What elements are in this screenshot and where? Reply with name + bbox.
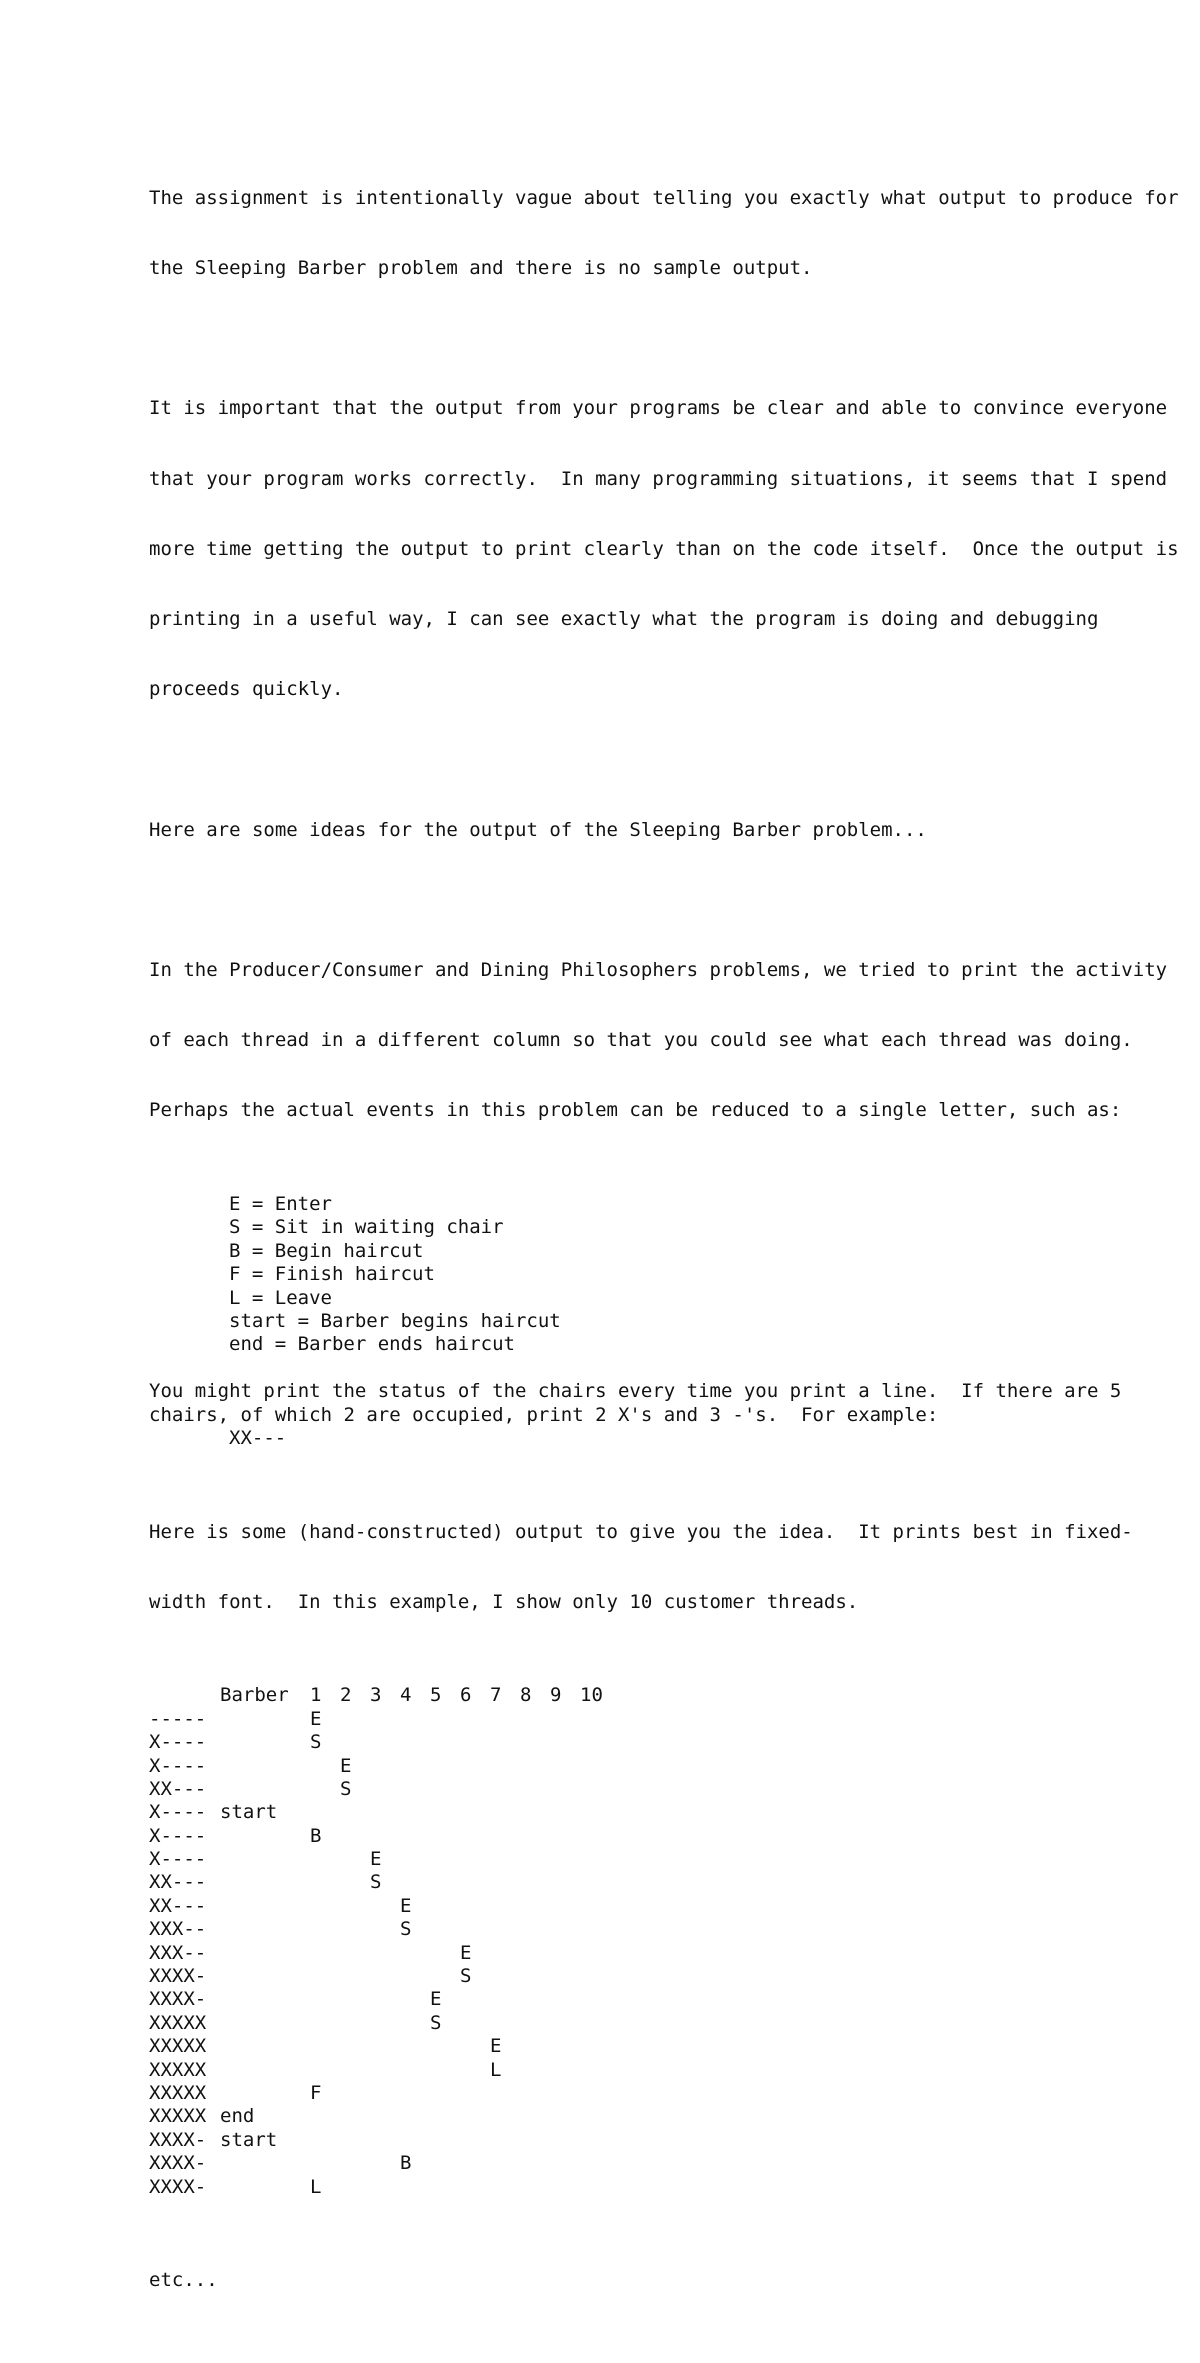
- legend-item: B = Begin haircut: [229, 1239, 424, 1262]
- table-row: [149, 1918, 1109, 1941]
- chair-status: XXXX-: [149, 2128, 207, 2151]
- thread-event: S: [370, 1871, 382, 1894]
- thread-event: E: [460, 1941, 472, 1964]
- chair-status: XX---: [149, 1894, 207, 1917]
- chair-status: X----: [149, 1754, 207, 1777]
- table-row: [149, 1848, 1109, 1871]
- chair-status: XXXXX: [149, 2011, 207, 2034]
- chair-status: XX---: [149, 1871, 207, 1894]
- thread-event: B: [400, 2152, 412, 2175]
- text-line: etc...: [149, 2269, 218, 2292]
- thread-event: E: [370, 1848, 382, 1871]
- thread-event: L: [310, 2175, 322, 2198]
- table-row: [149, 2012, 1109, 2035]
- chairs-paragraph: [149, 1380, 1122, 1450]
- table-row: [149, 1895, 1109, 1918]
- chair-status: XXXX-: [149, 2152, 207, 2175]
- table-row: [149, 1708, 1109, 1731]
- thread-event: L: [490, 2058, 502, 2081]
- chair-status: X----: [149, 1731, 207, 1754]
- table-row: [149, 1755, 1109, 1778]
- table-row: [149, 2176, 1109, 2199]
- thread-column-header: 6: [460, 1684, 472, 1707]
- table-row: [149, 2105, 1109, 2128]
- sample-output-table: [149, 1684, 1109, 2199]
- thread-column-header: 8: [520, 1684, 532, 1707]
- thread-event: B: [310, 1824, 322, 1847]
- chair-status: XXXX-: [149, 1965, 207, 1988]
- text-line: In the Producer/Consumer and Dining Philosophers problems, we tried to print the activity: [149, 959, 1168, 982]
- thread-event: E: [490, 2035, 502, 2058]
- legend-item: E = Enter: [229, 1193, 332, 1216]
- chair-status: -----: [149, 1707, 207, 1730]
- intro-paragraph: [149, 140, 1179, 327]
- table-row: [149, 2152, 1109, 2175]
- columns-paragraph: [149, 912, 1168, 1169]
- thread-event: S: [310, 1731, 322, 1754]
- table-row: [149, 1801, 1109, 1824]
- text-line: proceeds quickly.: [149, 678, 344, 701]
- thread-event: E: [310, 1707, 322, 1730]
- table-row: [149, 2129, 1109, 2152]
- table-row: [149, 1942, 1109, 1965]
- thread-event: S: [340, 1777, 352, 1800]
- table-row: [149, 2035, 1109, 2058]
- table-header-row: [149, 1684, 1109, 1707]
- thread-column-header: 9: [550, 1684, 562, 1707]
- thread-column-header: 7: [490, 1684, 502, 1707]
- thread-event: E: [340, 1754, 352, 1777]
- chair-status: XXXXX: [149, 2081, 207, 2104]
- text-line: Here are some ideas for the output of the Sleeping Barber problem...: [149, 818, 927, 841]
- closing-paragraph: [149, 2222, 1109, 2339]
- table-row: [149, 1871, 1109, 1894]
- thread-column-header: 3: [370, 1684, 382, 1707]
- document-page: [149, 140, 1179, 2363]
- chair-status: XXXX-: [149, 2175, 207, 2198]
- thread-column-header: 4: [400, 1684, 412, 1707]
- chair-status: XXXX-: [149, 1988, 207, 2011]
- thread-event: E: [400, 1894, 412, 1917]
- table-row: [149, 1988, 1109, 2011]
- legend-item: start = Barber begins haircut: [229, 1310, 561, 1332]
- legend-item: S = Sit in waiting chair: [229, 1216, 504, 1239]
- chair-status: X----: [149, 1801, 207, 1824]
- event-legend: [149, 1193, 1109, 1357]
- chair-status: XX---: [149, 1777, 207, 1800]
- table-row: [149, 1731, 1109, 1754]
- thread-event: S: [400, 1918, 412, 1941]
- text-line: the Sleeping Barber problem and there is no sample output.: [149, 257, 813, 280]
- table-row: [149, 2059, 1109, 2082]
- thread-column-header: 2: [340, 1684, 352, 1707]
- importance-paragraph: [149, 351, 1179, 749]
- thread-column-header: 10: [580, 1684, 603, 1707]
- barber-event: start: [220, 2128, 278, 2151]
- legend-item: L = Leave: [229, 1286, 332, 1309]
- table-row: [149, 1965, 1109, 1988]
- barber-event: start: [220, 1801, 278, 1824]
- chair-status: XXX--: [149, 1941, 207, 1964]
- text-line: chairs, of which 2 are occupied, print 2 X's and 3 -'s. For example:: [149, 1403, 939, 1426]
- table-row: [149, 1825, 1109, 1848]
- chair-status: XXX--: [149, 1918, 207, 1941]
- legend-item: F = Finish haircut: [229, 1263, 435, 1286]
- thread-column-header: 1: [310, 1684, 322, 1707]
- legend-item: end = Barber ends haircut: [229, 1333, 515, 1356]
- chair-status: X----: [149, 1824, 207, 1847]
- table-row: [149, 1778, 1109, 1801]
- chair-status: XXXXX: [149, 2035, 207, 2058]
- barber-column-header: Barber: [220, 1684, 289, 1707]
- thread-event: S: [430, 2011, 442, 2034]
- chair-status: XXXXX: [149, 2105, 207, 2128]
- text-line: more time getting the output to print clearly than on the code itself. Once the output is: [149, 537, 1179, 560]
- text-line: You might print the status of the chairs every time you print a line. If there are 5: [149, 1380, 1122, 1403]
- thread-event: S: [460, 1965, 472, 1988]
- thread-column-header: 5: [430, 1684, 442, 1707]
- text-line: Perhaps the actual events in this problem can be reduced to a single letter, such as:: [149, 1099, 1122, 1122]
- ideas-paragraph: [149, 772, 1109, 889]
- chair-example: XX---: [229, 1426, 287, 1449]
- text-line: of each thread in a different column so that you could see what each thread was doing.: [149, 1029, 1133, 1052]
- table-row: [149, 2082, 1109, 2105]
- thread-event: F: [310, 2081, 322, 2104]
- text-line: The assignment is intentionally vague about telling you exactly what output to produce for: [149, 186, 1179, 209]
- barber-event: end: [220, 2105, 255, 2128]
- text-line: that your program works correctly. In many programming situations, it seems that I spend: [149, 467, 1168, 490]
- chair-status: X----: [149, 1848, 207, 1871]
- sample-output-paragraph: [149, 1474, 1133, 1661]
- text-line: It is important that the output from your programs be clear and able to convince everyone: [149, 397, 1168, 420]
- text-line: Here is some (hand-constructed) output to give you the idea. It prints best in fixed-: [149, 1520, 1133, 1543]
- text-line: width font. In this example, I show only 10 customer threads.: [149, 1590, 859, 1613]
- text-line: printing in a useful way, I can see exactly what the program is doing and debugging: [149, 608, 1099, 631]
- chair-status: XXXXX: [149, 2058, 207, 2081]
- thread-event: E: [430, 1988, 442, 2011]
